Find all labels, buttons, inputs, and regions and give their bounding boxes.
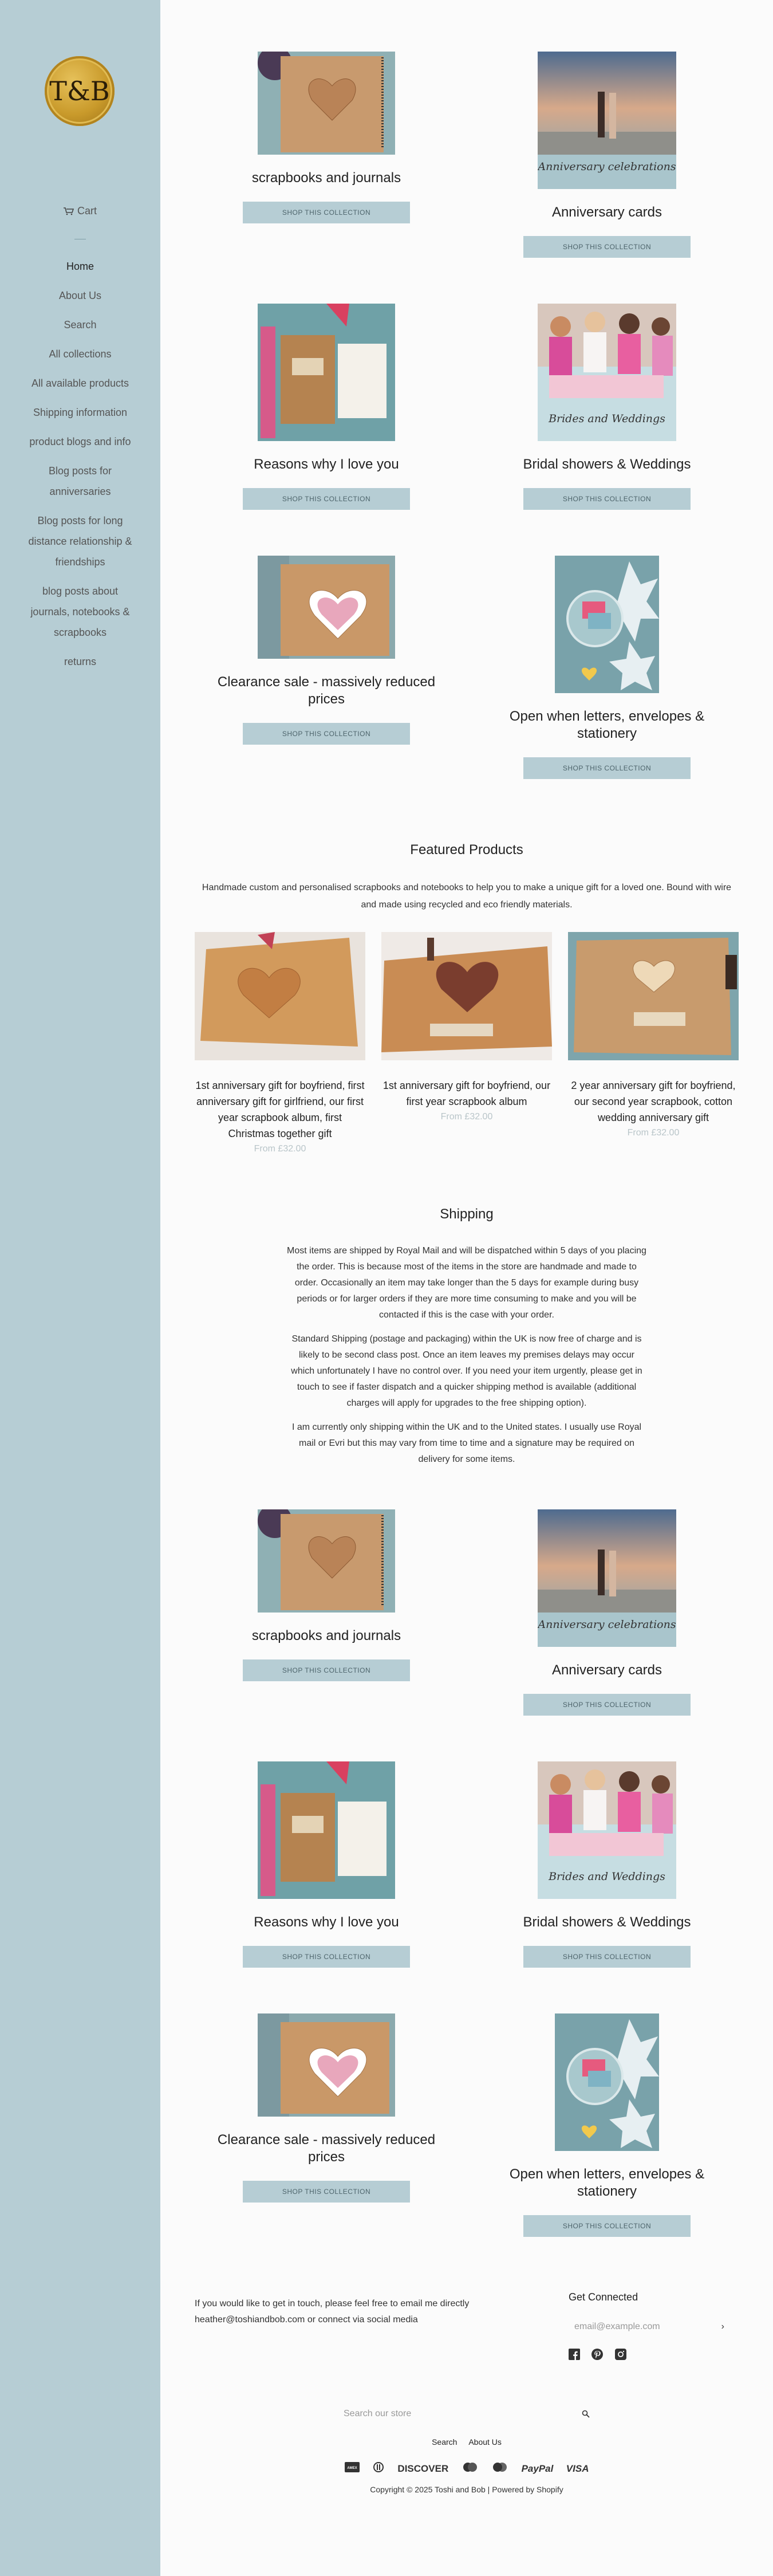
shipping-heading: Shipping: [440, 1206, 494, 1222]
product-image[interactable]: [195, 932, 365, 1060]
product-image[interactable]: [568, 932, 739, 1060]
product-price: From £32.00: [627, 1128, 680, 1138]
facebook-icon[interactable]: [569, 2349, 580, 2360]
collection-tile[interactable]: [481, 1761, 733, 1968]
collection-tile[interactable]: [481, 304, 733, 510]
search-placeholder: Search our store: [344, 2409, 412, 2418]
cart-link[interactable]: [0, 205, 160, 217]
product-title[interactable]: 1st anniversary gift for boyfriend, our first year scrapbook album: [382, 1080, 551, 1107]
collection-tile[interactable]: [481, 2013, 733, 2237]
collection-tile[interactable]: [200, 2013, 452, 2203]
collection-image-reasons[interactable]: [258, 304, 395, 441]
product-price: From £32.00: [440, 1112, 493, 1122]
nav-all-collections[interactable]: All collections: [49, 348, 112, 360]
shop-collection-button[interactable]: SHOP THIS COLLECTION: [243, 202, 410, 223]
product-card[interactable]: [381, 932, 552, 1122]
svg-text:AMEX: AMEX: [346, 2467, 357, 2470]
collection-tile[interactable]: [200, 1761, 452, 1968]
featured-description: Handmade custom and personalised scrapbooks and notebooks to help you to make a unique gift for a loved one. Bound with wire and made using recycled and eco friendly materials.: [202, 883, 732, 910]
collection-title[interactable]: Bridal showers & Weddings: [523, 457, 691, 472]
collection-title[interactable]: Anniversary cards: [551, 1662, 662, 1678]
nav-returns[interactable]: returns: [64, 656, 97, 667]
nav-about-us[interactable]: About Us: [58, 290, 102, 301]
collection-title[interactable]: Bridal showers & Weddings: [523, 1914, 691, 1930]
payment-icons: [160, 2462, 773, 2475]
footer-link-search[interactable]: Search: [432, 2437, 458, 2447]
visa-icon: VISA: [566, 2463, 589, 2474]
instagram-icon[interactable]: [615, 2349, 626, 2360]
newsletter-email-input[interactable]: [574, 2322, 724, 2332]
collection-title[interactable]: Open when letters, envelopes & stationery: [509, 2166, 705, 2199]
product-card[interactable]: [195, 932, 365, 1154]
collection-image-open-when[interactable]: [555, 2013, 659, 2151]
nav-blog-long-distance[interactable]: Blog posts for long distance relationship & friendships: [28, 515, 132, 568]
collection-image-anniversary[interactable]: [538, 1509, 676, 1647]
shipping-paragraph: I am currently only shipping within the UK and to the United states. I usually use Royal mail or Evri but this may vary from time to time and a signature may be required on delivery for some items.: [291, 1422, 642, 1464]
product-title[interactable]: 1st anniversary gift for boyfriend, first anniversary gift for girlfriend, our first year scrapbook album, first Christmas together gift: [195, 1080, 365, 1139]
collection-image-open-when[interactable]: [555, 556, 659, 693]
maestro-icon: [462, 2462, 479, 2475]
collection-tile[interactable]: [200, 52, 452, 223]
nav-product-blogs[interactable]: product blogs and info: [29, 436, 131, 447]
collection-image-caption: Brides and Weddings: [549, 1870, 665, 1883]
sidebar-nav: [23, 256, 137, 681]
nav-all-products[interactable]: All available products: [31, 377, 129, 389]
shipping-paragraph: Standard Shipping (postage and packaging) within the UK is now free of charge and is likely to be second class post. Once an item leaves my premises delays may occur which unfortunately I have no control over. If you need your item urgently, please get in touch to see if faster dispatch and a quicker shipping method is available (additional charges will apply for upgrades to the free shipping option).: [291, 1334, 642, 1408]
product-title[interactable]: 2 year anniversary gift for boyfriend, our second year scrapbook, cotton wedding anniversary gift: [571, 1080, 736, 1123]
featured-products-heading: Featured Products: [410, 842, 523, 858]
nav-shipping[interactable]: Shipping information: [33, 407, 128, 418]
product-image[interactable]: [381, 932, 552, 1060]
shop-collection-button[interactable]: SHOP THIS COLLECTION: [243, 1946, 410, 1968]
amex-icon: [345, 2462, 360, 2475]
email-placeholder: email@example.com: [574, 2322, 660, 2331]
collection-tile[interactable]: [200, 1509, 452, 1681]
footer-link-about-us[interactable]: About Us: [468, 2437, 502, 2447]
shop-collection-button[interactable]: SHOP THIS COLLECTION: [243, 723, 410, 745]
collection-image-scrapbooks[interactable]: [258, 1509, 395, 1613]
submit-arrow-icon[interactable]: ›: [721, 2322, 724, 2331]
shop-collection-button[interactable]: SHOP THIS COLLECTION: [523, 2215, 691, 2237]
collection-tile[interactable]: [200, 304, 452, 510]
shipping-text: [286, 1243, 647, 1476]
product-card[interactable]: [568, 932, 739, 1138]
footer-search-input[interactable]: [344, 2409, 590, 2424]
search-icon[interactable]: [582, 2410, 590, 2418]
collection-title[interactable]: scrapbooks and journals: [251, 1628, 401, 1643]
collection-tile[interactable]: [481, 1509, 733, 1716]
collection-title[interactable]: Anniversary cards: [551, 204, 662, 220]
sidebar: [0, 0, 160, 2576]
shop-collection-button[interactable]: SHOP THIS COLLECTION: [523, 488, 691, 510]
collection-title[interactable]: Reasons why I love you: [254, 457, 399, 472]
collection-image-scrapbooks[interactable]: [258, 52, 395, 155]
cart-label: Cart: [77, 205, 97, 217]
collection-image-clearance[interactable]: [258, 2013, 395, 2117]
shop-collection-button[interactable]: SHOP THIS COLLECTION: [523, 1946, 691, 1968]
shop-collection-button[interactable]: SHOP THIS COLLECTION: [243, 488, 410, 510]
collection-image-caption: Anniversary celebrations: [538, 160, 676, 173]
nav-search[interactable]: Search: [64, 319, 97, 331]
copyright: Copyright © 2025 Toshi and Bob | Powered by Shopify: [370, 2485, 563, 2494]
shop-collection-button[interactable]: SHOP THIS COLLECTION: [243, 2181, 410, 2203]
shop-collection-button[interactable]: SHOP THIS COLLECTION: [523, 757, 691, 779]
get-connected-heading: Get Connected: [569, 2291, 638, 2303]
shop-collection-button[interactable]: SHOP THIS COLLECTION: [523, 1694, 691, 1716]
discover-icon: DISCOVER: [397, 2463, 449, 2474]
pinterest-icon[interactable]: [591, 2349, 603, 2360]
collection-image-reasons[interactable]: [258, 1761, 395, 1899]
collection-title[interactable]: Open when letters, envelopes & stationery: [509, 709, 705, 741]
logo-text: T&B: [49, 76, 110, 107]
paypal-icon: PayPal: [521, 2463, 554, 2474]
collection-title[interactable]: Reasons why I love you: [254, 1914, 399, 1930]
collection-title[interactable]: Clearance sale - massively reduced prices: [217, 674, 436, 707]
collection-title[interactable]: Clearance sale - massively reduced prices: [217, 2132, 436, 2165]
nav-home[interactable]: Home: [66, 261, 94, 272]
store-logo[interactable]: [45, 56, 115, 126]
collection-tile[interactable]: [481, 52, 733, 258]
collection-image-anniversary[interactable]: [538, 52, 676, 189]
collection-image-caption: Anniversary celebrations: [538, 1618, 676, 1631]
collection-image-bridal[interactable]: [538, 1761, 676, 1899]
shop-collection-button[interactable]: SHOP THIS COLLECTION: [523, 236, 691, 258]
nav-blog-journals[interactable]: blog posts about journals, notebooks & scrapbooks: [30, 585, 130, 638]
collection-title[interactable]: scrapbooks and journals: [251, 170, 401, 186]
collection-image-clearance[interactable]: [258, 556, 395, 659]
mastercard-icon: [491, 2462, 508, 2475]
collection-image-caption: Brides and Weddings: [549, 412, 665, 425]
nav-blog-anniversaries[interactable]: Blog posts for anniversaries: [48, 465, 112, 497]
collection-tile[interactable]: [200, 556, 452, 745]
footer-links: [160, 2437, 773, 2447]
product-price: From £32.00: [254, 1144, 306, 1154]
social-links: [569, 2349, 636, 2360]
collection-tile[interactable]: [481, 556, 733, 779]
cart-icon: [64, 207, 74, 215]
collection-image-bridal[interactable]: [538, 304, 676, 441]
diners-club-icon: [372, 2462, 385, 2475]
shop-collection-button[interactable]: SHOP THIS COLLECTION: [243, 1659, 410, 1681]
contact-text: If you would like to get in touch, please feel free to email me directly heather@toshiandbob.com or connect via social media: [195, 2299, 470, 2325]
shipping-paragraph: Most items are shipped by Royal Mail and will be dispatched within 5 days of you placing the order. This is because most of the items in the store are handmade and made to order. Occasionally an item may take longer than the 5 days for example during busy periods or for larger orders if they are more time consuming to make and you will be contacted if this is the case with your order.: [287, 1246, 646, 1320]
